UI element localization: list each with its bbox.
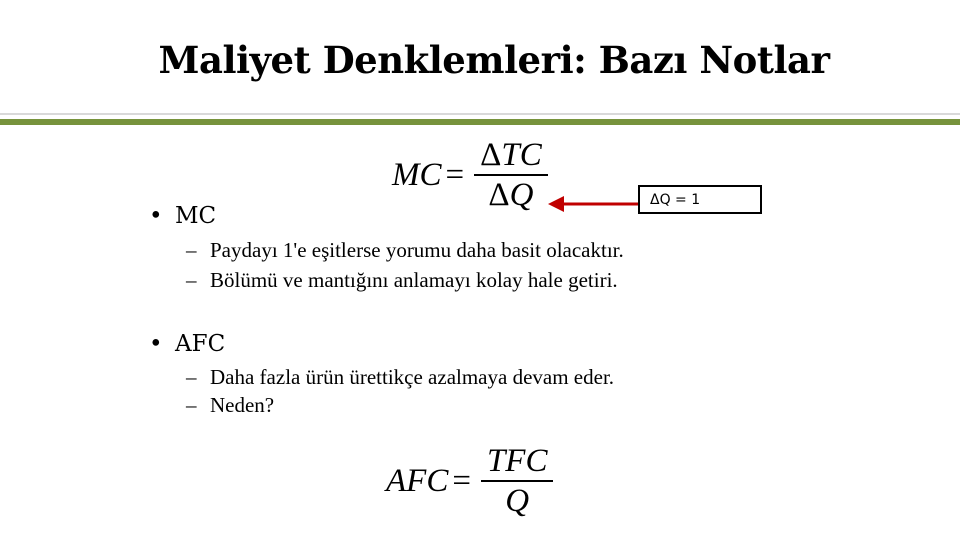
- afc-formula: [386, 442, 553, 520]
- mc-point-2-text: Bölümü ve mantığını anlamayı kolay hale getiri.: [210, 268, 618, 292]
- mc-formula-lhs: MC: [392, 156, 442, 193]
- mc-formula: [392, 136, 548, 214]
- afc-point-2: [186, 393, 274, 418]
- dash: –: [186, 238, 197, 262]
- dash: –: [186, 365, 197, 389]
- mc-formula-denominator: [482, 176, 539, 214]
- mc-bullet: [149, 203, 216, 229]
- afc-formula-equals: =: [452, 462, 471, 499]
- title-divider-shadow: [0, 113, 960, 115]
- slide-title: Maliyet Denklemleri: Bazı Notlar: [158, 38, 830, 82]
- mc-point-1-text: Paydayı 1'e eşitlerse yorumu daha basit olacaktır.: [210, 238, 624, 262]
- bullet-dot: •: [149, 203, 163, 229]
- mc-point-2: [186, 268, 618, 293]
- afc-bullet-label: AFC: [175, 331, 226, 357]
- mc-formula-equals: =: [445, 156, 465, 193]
- afc-formula-numerator: TFC: [486, 443, 548, 479]
- mc-point-1: [186, 238, 624, 263]
- afc-point-1-text: Daha fazla ürün ürettikçe azalmaya devam eder.: [210, 365, 615, 389]
- dash: –: [186, 393, 197, 417]
- mc-formula-numerator: [474, 136, 548, 174]
- red-arrow-icon: [548, 194, 640, 214]
- mc-den-delta: Δ: [488, 177, 510, 213]
- delta-q-note: ΔQ = 1: [638, 185, 762, 214]
- afc-point-2-text: Neden?: [210, 393, 275, 417]
- mc-formula-fraction: [474, 136, 548, 214]
- mc-num-delta: Δ: [480, 137, 502, 173]
- mc-num-var: TC: [501, 137, 542, 173]
- title-divider: [0, 119, 960, 125]
- mc-den-var: Q: [509, 177, 534, 213]
- bullet-dot: •: [149, 331, 163, 357]
- afc-formula-fraction: [481, 442, 554, 520]
- afc-point-1: [186, 365, 614, 390]
- afc-bullet: [149, 331, 225, 357]
- afc-formula-denominator: Q: [505, 483, 530, 519]
- mc-bullet-label: MC: [175, 203, 217, 229]
- afc-formula-lhs: AFC: [386, 462, 449, 499]
- dash: –: [186, 268, 197, 292]
